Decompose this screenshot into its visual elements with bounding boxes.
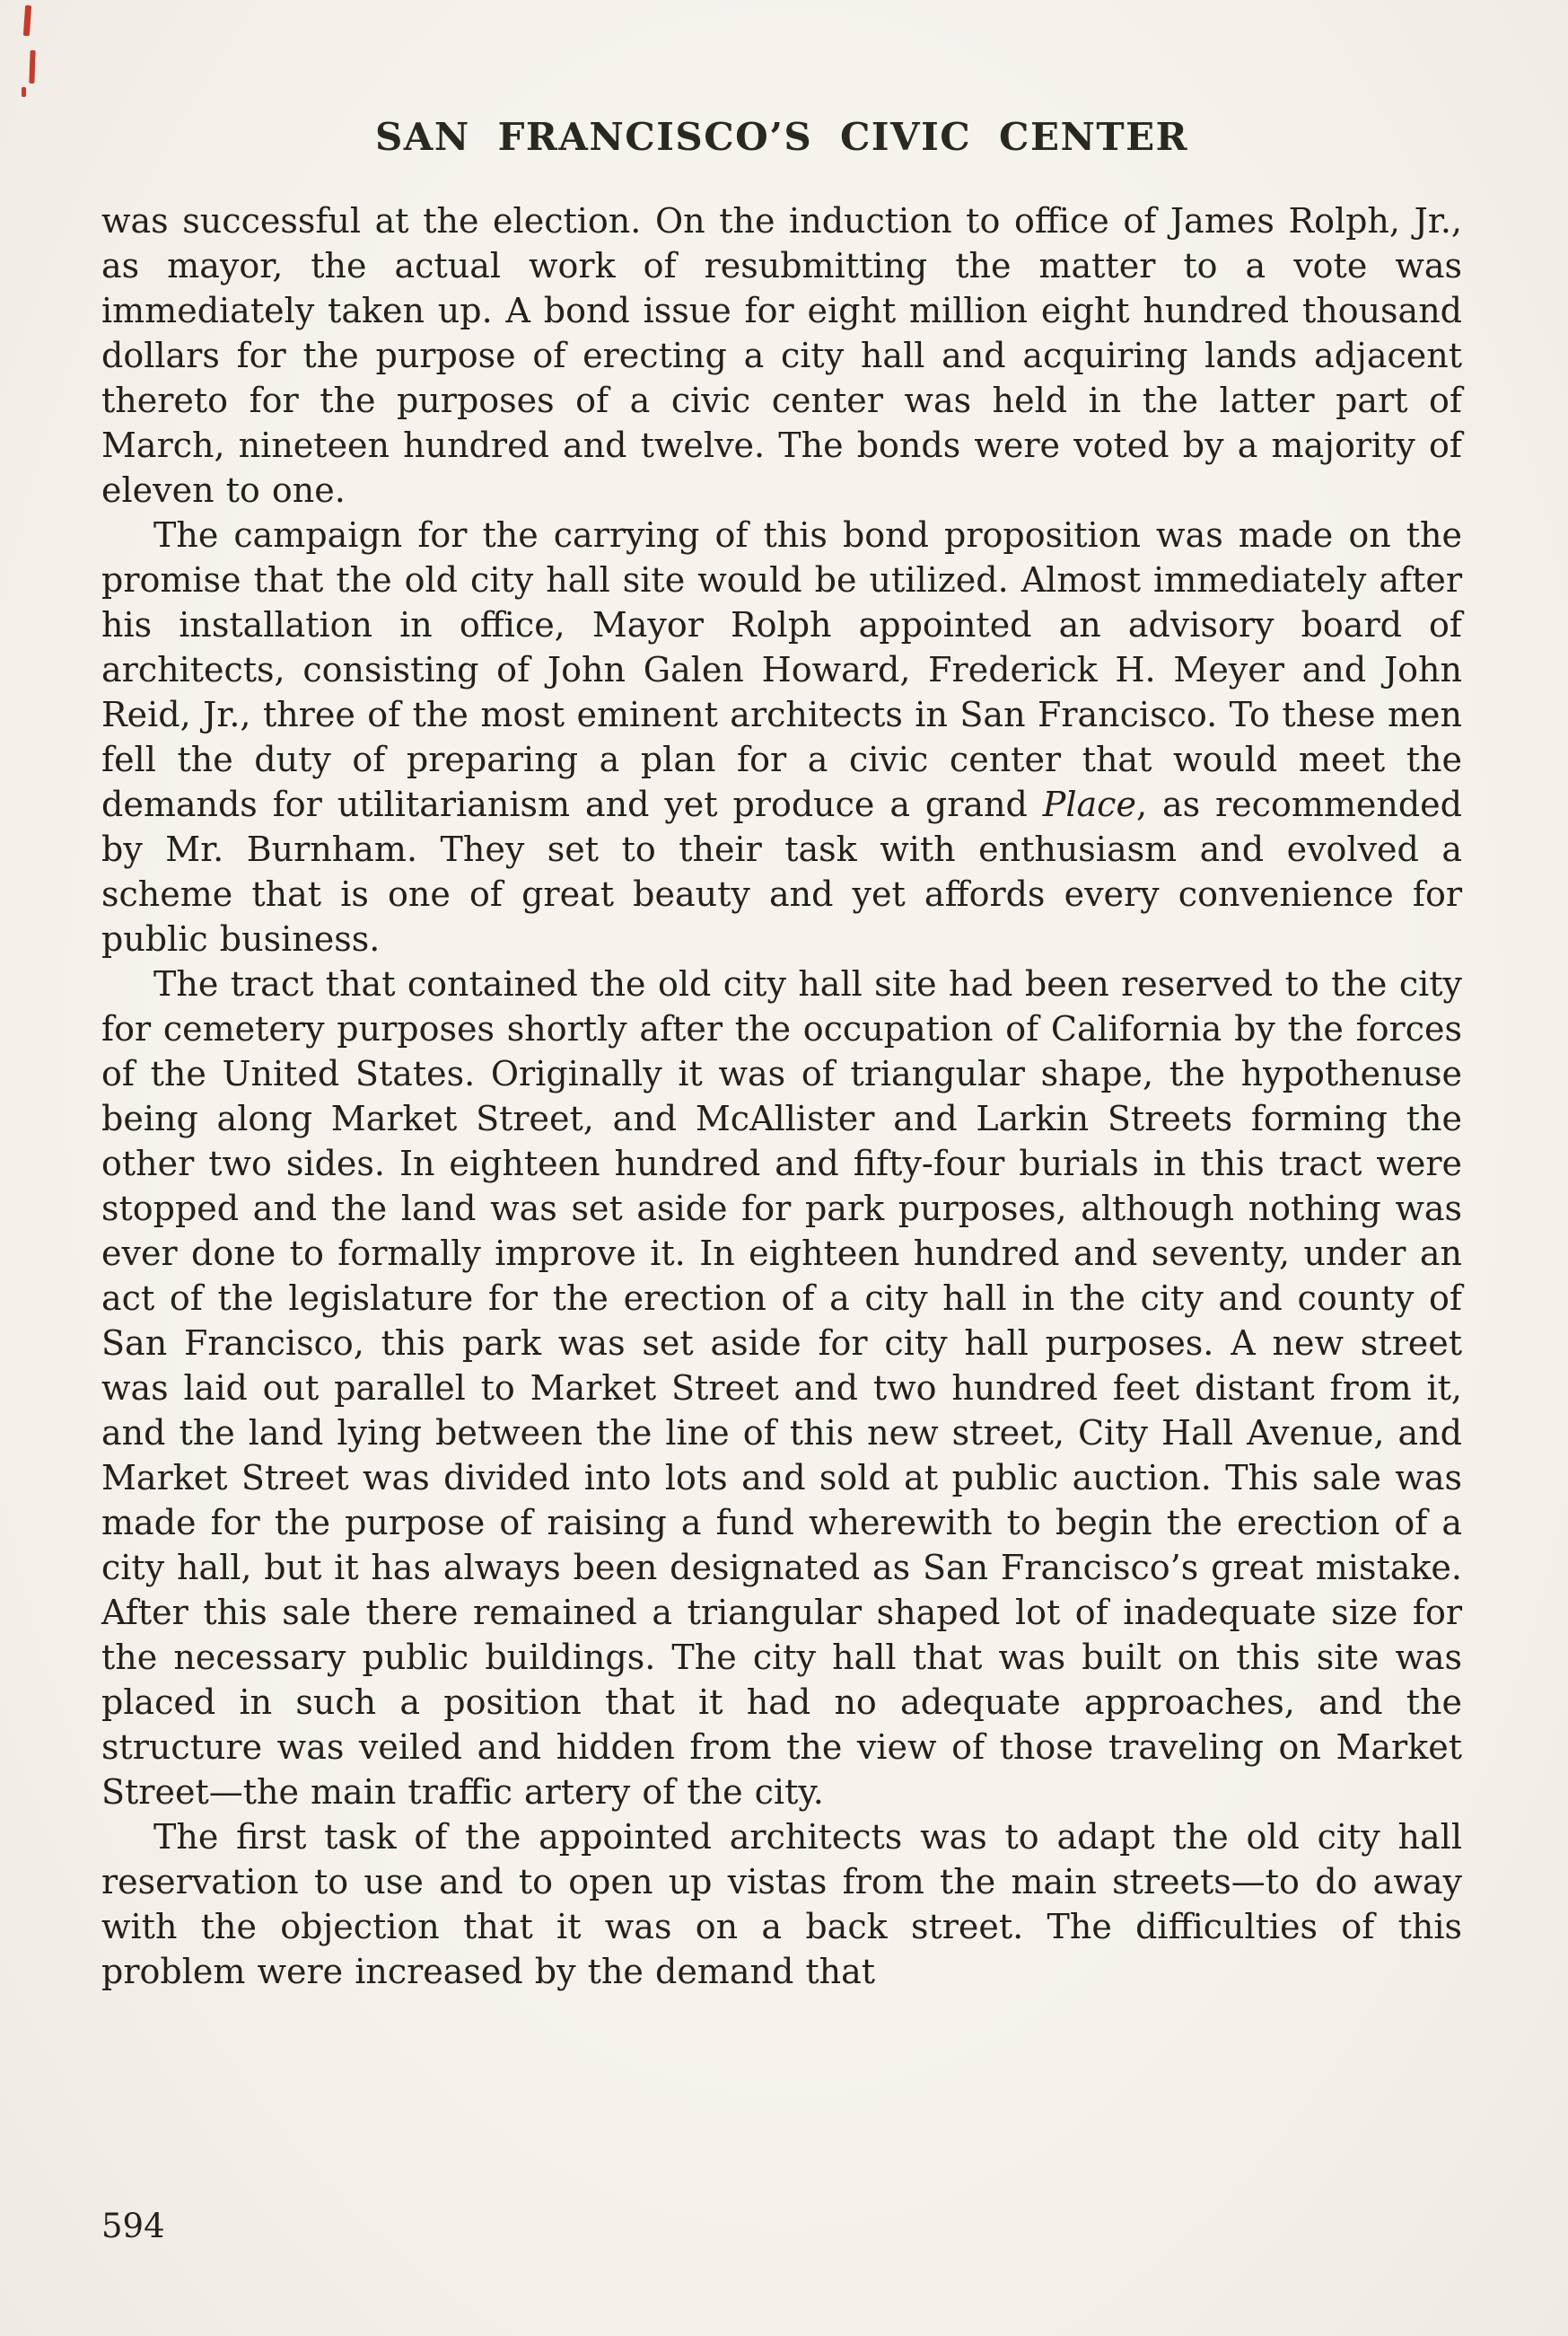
page-number: 594	[101, 2207, 165, 2245]
paragraph	[101, 1814, 1462, 1994]
paragraph-run-italic: Place	[1042, 785, 1136, 824]
red-scan-mark	[29, 50, 35, 83]
red-scan-mark	[23, 5, 31, 36]
paragraph	[101, 513, 1462, 962]
page-title: SAN FRANCISCO’S CIVIC CENTER	[374, 115, 1189, 159]
paragraph	[101, 962, 1462, 1814]
body-text	[101, 198, 1462, 1994]
red-scan-mark	[22, 87, 26, 97]
paragraph-run: , as recommended by Mr. Burnham. They set to their task with enthusiasm and evolved a scheme that is one of great beauty and yet affords every convenience for public business.	[101, 785, 1462, 959]
paragraph-run: The campaign for the carrying of this bond proposition was made on the promise that the old city hall site would be utilized. Almost immediately after his installation in office, Mayor Rolph appointed an advisory board of architects, consisting of John Galen Howard, Frederick H. Meyer and John Reid, Jr., three of the most eminent architects in San Francisco. To these men fell the duty of preparing a plan for a civic center that would meet the demands for utilitarianism and yet produce a grand	[101, 515, 1462, 824]
paragraph	[101, 198, 1462, 513]
paragraph-run: was successful at the election. On the induction to office of James Rolph, Jr., as mayor, the actual work of resubmitting the matter to a vote was immediately taken up. A bond issue for eight million eight hundred thousand dollars for the purpose of erecting a city hall and acquiring lands adjacent thereto for the purposes of a civic center was held in the latter part of March, nineteen hundred and twelve. The bonds were voted by a majority of eleven to one.	[101, 201, 1462, 510]
paragraph-run: The first task of the appointed architects was to adapt the old city hall reservation to use and to open up vistas from the main streets—to do away with the objection that it was on a back street. The difficulties of this problem were increased by the demand that	[101, 1817, 1462, 1991]
paragraph-run: The tract that contained the old city hall site had been reserved to the city for cemetery purposes shortly after the occupation of California by the forces of the United States. Originally it was of triangular shape, the hypothenuse being along Market Street, and McAllister and Larkin Streets forming the other two sides. In eighteen hundred and fifty-four burials in this tract were stopped and the land was set aside for park purposes, although nothing was ever done to formally improve it. In eighteen hundred and seventy, under an act of the legislature for the erection of a city hall in the city and county of San Francisco, this park was set aside for city hall purposes. A new street was laid out parallel to Market Street and two hundred feet distant from it, and the land lying between the line of this new street, City Hall Avenue, and Market Street was divided into lots and sold at public auction. This sale was made for the purpose of raising a fund wherewith to begin the erection of a city hall, but it has always been designated as San Francisco’s great mistake. After this sale there remained a triangular shaped lot of inadequate size for the necessary public buildings. The city hall that was built on this site was placed in such a position that it had no adequate approaches, and the structure was veiled and hidden from the view of those traveling on Market Street—the main traffic artery of the city.	[101, 964, 1462, 1812]
page-content	[101, 115, 1462, 1994]
